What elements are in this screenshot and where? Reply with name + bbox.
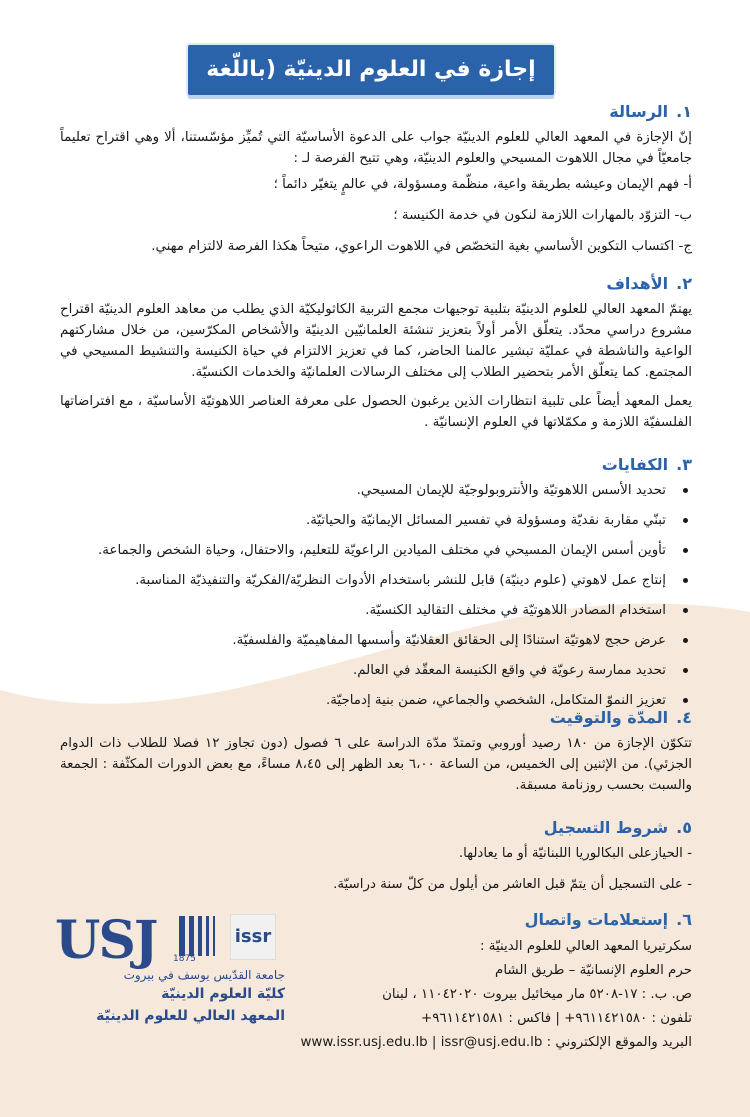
section-contact [222,910,692,1055]
section-competencies [60,455,692,720]
bullet-icon [683,488,688,493]
contact-web-email[interactable]: البريد والموقع الإلكتروني : www.issr.usj.edu.lb | issr@usj.edu.lb [300,1035,692,1050]
logo-faculty-name: كليّة العلوم الدينيّة [161,986,285,1002]
list-item: تبنّي مقاربة نقديّة ومسؤولة في تفسير المسائل الإيمانيّة والحياتيّة. [60,510,692,531]
usj-wordmark: USJ [55,910,157,971]
section-objectives [60,274,692,433]
registration-item: - الحيازعلى البكالوريا اللبنانيّة أو ما يعادلها. [458,846,692,861]
registration-item: - على التسجيل أن يتمّ قبل العاشر من أيلول من كلّ سنة دراسيّة. [333,877,692,892]
mission-item: ج- اكتساب التكوين الأساسي بغية التخصّص في اللاهوت الراعوي، متيحاً هكذا الفرصة لالتزام مهني. [151,239,692,254]
bullet-icon [683,608,688,613]
list-item: استخدام المصادر اللاهوتيّة في مختلف التقاليد الكنسيّة. [60,600,692,621]
contact-line: سكرتيريا المعهد العالي للعلوم الدينيّة : [480,939,692,954]
mission-paragraph: إنّ الإجازة في المعهد العالي للعلوم الدينيّة جواب على الدعوة الأساسيّة التي تُميِّز مؤسّستنا، ألا وهي اقتراح تعليماً جامعيّاً في مجال اللاهوت المسيحي والعلوم الدينيّة، وهي تتيح الفرصة لـ : [60,130,692,166]
bullet-icon [683,548,688,553]
bullet-icon [683,698,688,703]
duration-paragraph: تتكوّن الإجازة من ١٨٠ رصيد أوروبي وتمتدّ مدّة الدراسة على ٦ فصول (دون تجاوز ١٢ فصلا للطلاب ذات الدوام الجزئي). من الإثنين إلى الخميس، من الساعة ٦،٠٠ بعد الظهر إلى ٨،٤٥ مساءً، مع بعض الدورات المكثّفة : الجمعة والسبت بحسب روزنامة مسبقة. [60,736,693,793]
issr-logo: issr [230,914,276,960]
bullet-icon [683,578,688,583]
section-heading: ٥.شروط التسجيل [543,818,692,837]
contact-line: ص. ب. : ١٧-٥٢٠٨ مار ميخائيل بيروت ١١٠٤٢٠٢٠ ، لبنان [382,987,692,1002]
section-heading: ١.الرسالة [609,102,692,121]
section-duration [60,708,692,796]
list-item: إنتاج عمل لاهوتي (علوم دينيّة) قابل للنشر باستخدام الأدوات النظريّة/الفكريّة والتنفيذيّة المناسبة. [60,570,692,591]
usj-emblem-icon [177,914,225,958]
contact-line: تلفون : ٩٦١١٤٢١٥٨٠+ | فاكس : ٩٦١١٤٢١٥٨١+ [420,1011,692,1026]
list-item: تحديد الأسس اللاهوتيّة والأنتروبولوجيّة للإيمان المسيحي. [60,480,692,501]
section-heading: ٢.الأهداف [606,274,692,293]
bullet-icon [683,668,688,673]
list-item: تأوين أسس الإيمان المسيحي في مختلف الميادين الراعويّة للتعليم، والاحتفال، وحياة الشخص والجماعة. [60,540,692,561]
section-mission [60,102,692,267]
contact-line: حرم العلوم الإنسانيّة – طريق الشام [495,963,692,978]
bullet-icon [683,638,688,643]
section-heading: ٤.المدّة والتوقيت [549,708,692,727]
mission-item: أ- فهم الإيمان وعيشه بطريقة واعية، منظّمة ومسؤولة، في عالمٍ يتغيّر دائماً ؛ [273,177,692,192]
section-heading: ٣.الكفايات [601,455,692,474]
mission-item: ب- التزوّد بالمهارات اللازمة لنكون في خدمة الكنيسة ؛ [393,208,692,223]
section-heading: ٦.إستعلامات واتصال [524,910,692,929]
logo-institute-name: المعهد العالي للعلوم الدينيّة [96,1008,285,1024]
list-item: تحديد ممارسة رعويّة في واقع الكنيسة المعقّد في العالم. [60,660,692,681]
usj-year: 1875 [173,954,196,964]
bullet-icon [683,518,688,523]
list-item: تعزيز النموّ المتكامل، الشخصي والجماعي، ضمن بنية إدماجيّة. [60,690,692,711]
page-title: إجازة في العلوم الدينيّة (باللّغة العربية) [188,45,554,95]
objectives-paragraph: يعمل المعهد أيضاً على تلبية انتظارات الذين يرغبون الحصول على معرفة العناصر اللاهوتيّة الأساسيّة ، مع افتراضاتها الفلسفيّة اللازمة و مكمّلاتها في العلوم الإنسانيّة . [60,394,692,430]
logo-university-name: جامعة القدّيس يوسف في بيروت [123,968,285,982]
competencies-list [60,480,692,711]
list-item: عرض حجج لاهوتيّة استنادًا إلى الحقائق العقلانيّة وأسسها المفاهيميّة والفلسفيّة. [60,630,692,651]
objectives-paragraph: يهتمّ المعهد العالي للعلوم الدينيّة بتلبية توجيهات مجمع التربية الكاثوليكيّة الذي يطلب من معاهد العلوم الدينيّة اقتراح مشروع دراسي محدّد. يتعلّق الأمر أولاً بتعزيز تنشئة العلمانيّين الدينيّة والأشخاص المكرّسين، من خلال مشاركتهم الواعية والناشطة في عمليّة تبشير عالمنا الحاضر، كما في تعزيز الالتزام في حياة الكنيسة والتنشيط المسيحي في المجتمع. كما يتعلّق الأمر بتحضير الطلاب إلى مختلف الرسالات العلمانيّة والخدمات الكنسيّة. [60,302,692,380]
section-registration [60,818,692,905]
